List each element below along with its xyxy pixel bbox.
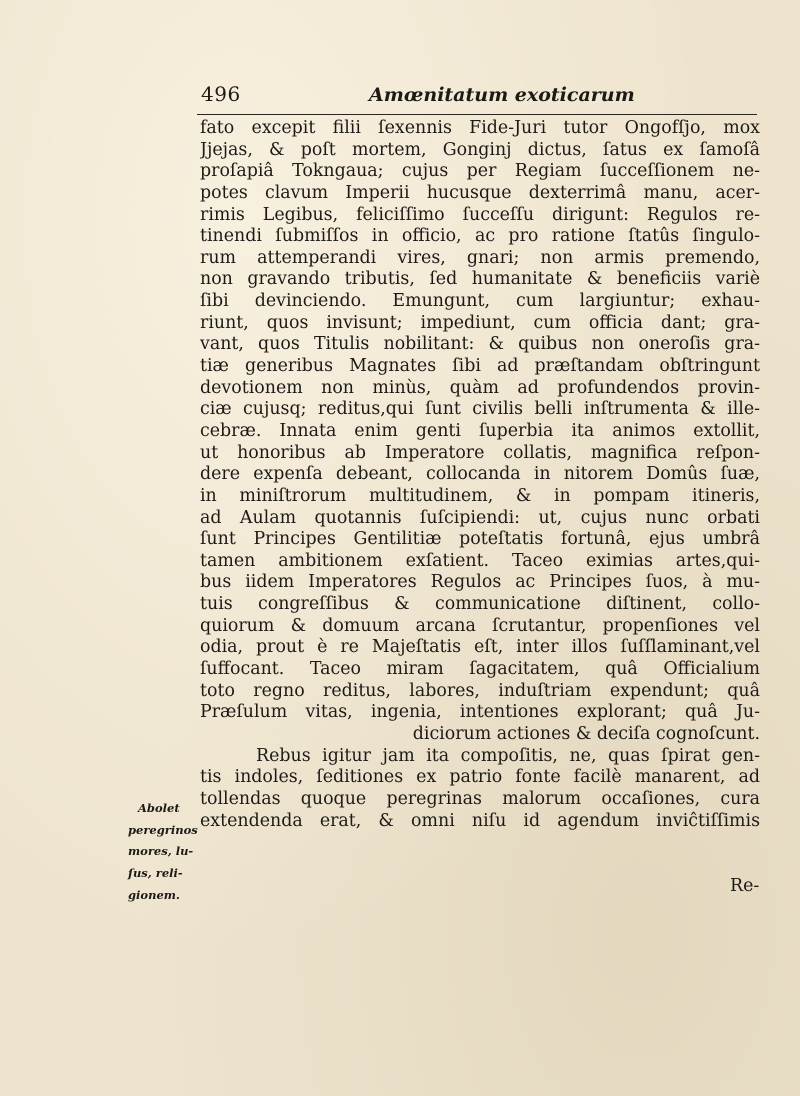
text-line: ad Aulam quotannis ſuſcipiendi: ut, cujus nunc orbati <box>200 507 760 528</box>
text-line: quiorum & domuum arcana ſcrutantur, propenſiones vel <box>200 615 760 636</box>
text-line: tollendas quoque peregrinas malorum occaſiones, cura <box>200 788 760 809</box>
text-line: tis indoles, ſeditiones ex patrio fonte facilè manarent, ad <box>200 767 760 788</box>
text-line: toto regno reditus, labores, induſtriam expendunt; quâ <box>200 680 760 701</box>
text-line: bus iidem Imperatores Regulos ac Principes ſuos, à mu- <box>200 572 760 593</box>
text-line: ſuffocant. Taceo miram ſagacitatem, quâ Officialium <box>200 659 760 680</box>
text-line: in miniſtrorum multitudinem, & in pompam itineris, <box>200 485 760 506</box>
text-line: Jjejas, & poſt mortem, Gonginj dictus, ſatus ex ſamoſâ <box>200 139 760 160</box>
text-line: odia, prout è re Majeſtatis eſt, inter illos ſuſſlaminant,vel <box>200 637 760 658</box>
text-line: tiæ generibus Magnates ſibi ad præſtandam obſtringunt <box>200 356 760 377</box>
margin-note-line: Abolet <box>138 801 180 815</box>
text-line: fato excepit filii ſexennis Fide-Juri tutor Ongofſjo, mox <box>200 118 760 138</box>
text-line: vant, quos Titulis nobilitant: & quibus non oneroſis gra- <box>200 334 760 355</box>
running-title: Amœnitatum exoticarum <box>369 84 635 106</box>
text-line: rum attemperandi vires, gnari; non armis premendo, <box>200 247 760 268</box>
text-line: riunt, quos invisunt; impediunt, cum officia dant; gra- <box>200 312 760 333</box>
text-line: devotionem non minùs, quàm ad profundendos provin- <box>200 377 760 398</box>
margin-note-line: ſus, reli- <box>128 865 183 880</box>
text-line: dere expenſa debeant, collocanda in nitorem Domûs ſuæ, <box>200 464 760 485</box>
text-line: ut honoribus ab Imperatore collatis, magnifica reſpon- <box>200 442 760 463</box>
text-line: Præſulum vitas, ingenia, intentiones explorant; quâ Ju- <box>200 702 760 723</box>
text-line: tuis congreſſibus & communicatione diſtinent, collo- <box>200 594 760 615</box>
catchword: Re- <box>730 876 760 896</box>
text-line: tinendi ſubmiſſos in officio, ac pro ratione ſtatûs ſingulo- <box>200 226 760 247</box>
page-header <box>197 80 757 115</box>
margin-note-line: gionem. <box>128 887 180 902</box>
margin-note <box>128 798 202 906</box>
text-line: extendenda erat, & omni niſu id agendum inviĉtiſſimis <box>200 810 760 831</box>
text-line: ciæ cujusq; reditus,qui ſunt civilis belli inſtrumenta & ille- <box>200 399 760 420</box>
margin-note-line: mores, lu- <box>128 844 194 859</box>
page-number: 496 <box>201 82 241 106</box>
text-line: potes clavum Imperii hucusque dexterrimâ manu, acer- <box>200 182 760 203</box>
text-line: ſibi devinciendo. Emungunt, cum largiuntur; exhau- <box>200 291 760 312</box>
paragraph-end-line: diciorum actiones & deciſa cognoſcunt. <box>412 723 760 744</box>
text-line: rimis Legibus, feliciſſimo ſucceſſu dirigunt: Regulos re- <box>200 204 760 225</box>
text-line: proſapiâ Tokngaua; cujus per Regiam ſucceſſionem ne- <box>200 161 760 182</box>
text-line: tamen ambitionem exſatient. Taceo eximias artes,qui- <box>200 550 760 571</box>
paragraph-start-line: Rebus igitur jam ita compoſitis, ne, quas ſpirat gen- <box>256 745 760 766</box>
text-line: ſunt Principes Gentilitiæ poteſtatis fortunâ, ejus umbrâ <box>200 529 760 550</box>
text-line: cebræ. Innata enim genti ſuperbia ita animos extollit, <box>200 420 760 441</box>
text-line: non gravando tributis, ſed humanitate & beneficiis variè <box>200 269 760 290</box>
margin-note-line: peregrinos <box>128 822 198 837</box>
body-text <box>200 118 760 832</box>
